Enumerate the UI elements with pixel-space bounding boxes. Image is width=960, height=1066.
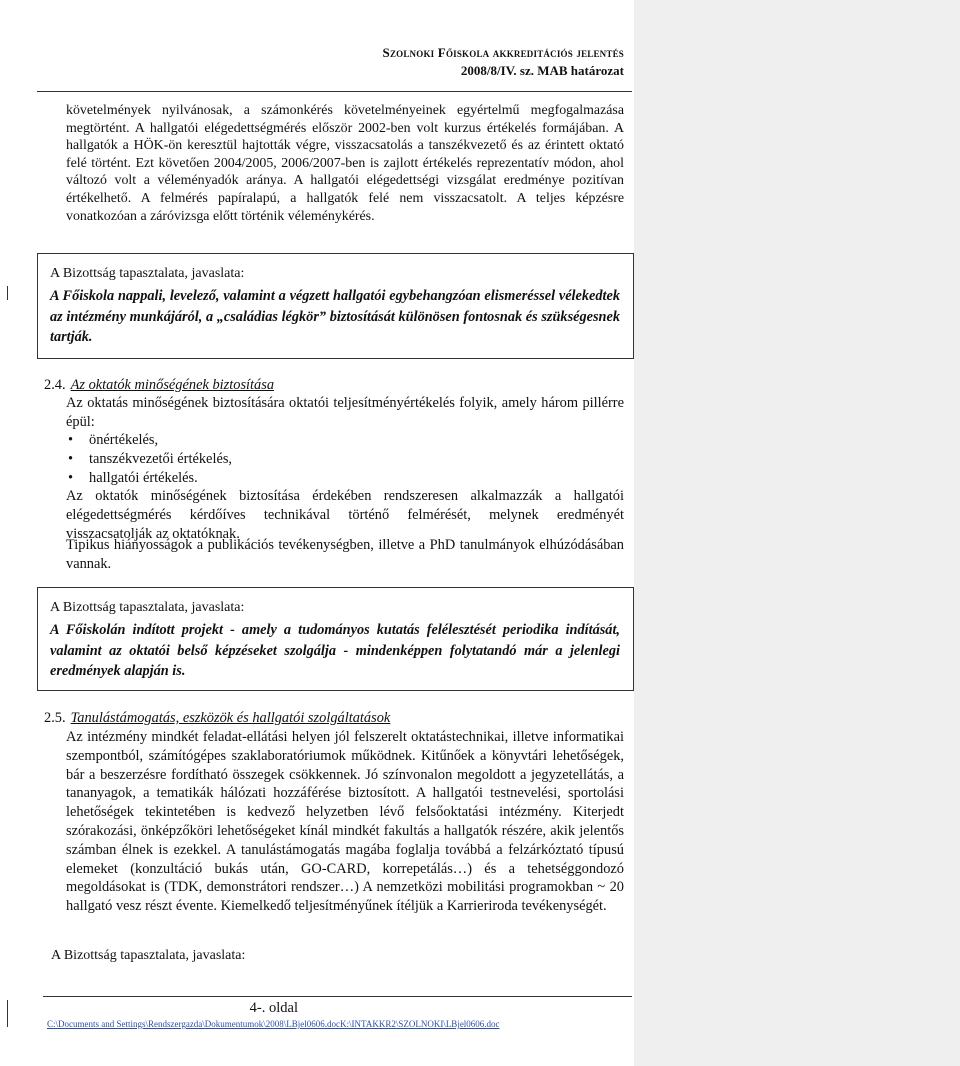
committee-box-text: A Főiskola nappali, levelező, valamint a végzett hallgatói egybehangzóan elismeréssel vélekedtek az intézmény munkájáról, a „családias légkör” biztosítását különösen fontosnak és szükségesnek tartják. bbox=[50, 288, 620, 345]
pillar-list bbox=[66, 431, 232, 489]
section-2-5-paragraph: Az intézmény mindkét feladat-ellátási helyen jól felszerelt oktatástechnikai, illetve informatikai szempontból, számítógépes szaklaboratóriumok működnek. Kitűnőek a könyvtári lehetőségek, bár a beszerzésre fordítható összegek csökkennek. Jó színvonalon megoldott a jegyzetellátás, a tananyagok, a tematikák hálózati hozzáférése biztosított. A hallgatói testnevelési, sportolási lehetőségek tekintetében is kedvező helyzetben lévő felsőoktatási intézmény. Kiterjedt szórakozási, önképzőköri lehetőségeket kínál mindkét fakultás a hallgatók részére, akik jelentős számban élnek is ezekkel. A tanulástámogatás magába foglalja továbbá a felzárkóztató típusú elemeket (konzultáció bukás után, GO-CARD, korrepetálás…) és a tehetséggondozó megoldásokat is (TDK, demonstrátori rendszer…) A nemzetközi mobilitási programokban ~ 20 hallgató vesz részt évente. Kiemelkedő teljesítményűnek ítéljük a Karrieriroda tevékenységét. bbox=[66, 729, 624, 915]
section-title: Az oktatók minőségének biztosítása bbox=[70, 377, 275, 393]
section-2-4-heading bbox=[44, 377, 274, 394]
header-institution: Szolnoki Főiskola akkreditációs jelentés bbox=[382, 45, 624, 60]
committee-box-text: A Főiskolán indított projekt - amely a tudományos kutatás felélesztését periodika indítását, valamint az oktatói belső képzéseket szolgálja - mindenképpen folytatandó már a jelenlegi eredmények alapján is. bbox=[50, 622, 620, 679]
change-bar bbox=[7, 286, 8, 300]
section-number: 2.4. bbox=[44, 377, 66, 393]
section-title: Tanulástámogatás, eszközök és hallgatói szolgáltatások bbox=[70, 710, 391, 726]
committee-box-1 bbox=[37, 253, 634, 359]
header-resolution: 2008/8/IV. sz. MAB határozat bbox=[460, 63, 624, 78]
footer-file-path[interactable]: C:\Documents and Settings\Rendszergazda\Dokumentumok\2008\LBjel0606.docK:\INTAKKR2\SZOLNOKI\LBjel0606.doc bbox=[47, 1019, 500, 1029]
committee-box-title-3: A Bizottság tapasztalata, javaslata: bbox=[51, 948, 246, 963]
intro-paragraph: követelmények nyilvánosak, a számonkérés követelményeinek egyértelmű megfogalmazása megtörtént. A hallgatói elégedettségmérés először 2002-ben volt kurzus értékelés formájában. A hallgatók a HÖK-ön keresztül hajtották végre, visszacsatolás a tanszékvezető és az érintett oktató felé történt. Ezt követően 2004/2005, 2006/2007-ben is zajlott értékelés reprezentatív módon, ahol változó volt a véleményadók aránya. A hallgatói elégedettségi vizsgálat eredménye pozitívan értékelhető. A felmérés papíralapú, a hallgatók felé nem visszacsatolt. A teljes képzésre vonatkozóan a záróvizsga előtt történik véleménykérés. bbox=[66, 103, 624, 224]
page-header bbox=[383, 44, 624, 80]
committee-box-2 bbox=[37, 587, 634, 691]
section-2-4-paragraph-3: Tipikus hiányosságok a publikációs tevékenységben, illetve a PhD tanulmányok elhúzódásában vannak. bbox=[66, 537, 624, 572]
committee-box-title: A Bizottság tapasztalata, javaslata: bbox=[50, 600, 245, 615]
section-2-4-paragraph-2: Az oktatók minőségének biztosítása érdekében rendszeresen alkalmazzák a hallgatói elégedettségmérés kérdőíves technikával történő felmérését, melynek eredményét visszacsatolják az oktatóknak. bbox=[66, 488, 624, 542]
committee-box-title: A Bizottság tapasztalata, javaslata: bbox=[50, 266, 245, 281]
list-item: • önértékelés, bbox=[66, 431, 232, 450]
footer-rule bbox=[43, 996, 632, 997]
section-2-4-lead: Az oktatás minőségének biztosítására oktatói teljesítményértékelés folyik, amely három pillérre épül: bbox=[66, 395, 624, 430]
page-number: 4-. oldal bbox=[249, 1000, 298, 1016]
list-item: • tanszékvezetői értékelés, bbox=[66, 450, 232, 469]
change-bar bbox=[7, 1000, 8, 1027]
section-number: 2.5. bbox=[44, 710, 66, 726]
header-rule bbox=[37, 91, 632, 92]
list-item: • hallgatói értékelés. bbox=[66, 469, 232, 488]
section-2-5-heading bbox=[44, 710, 390, 727]
comment-margin-panel bbox=[634, 0, 960, 1066]
